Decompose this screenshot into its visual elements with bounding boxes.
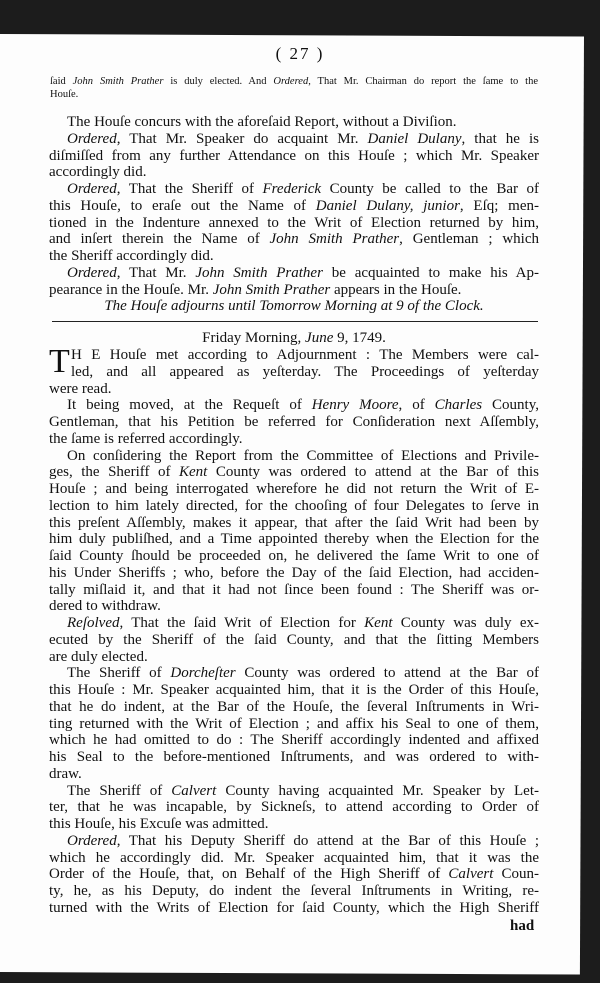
text-line [49,381,539,398]
paragraph [49,131,539,181]
text-line [49,632,539,649]
text-line [49,866,539,883]
text-line [49,347,539,364]
text-line [49,699,539,716]
text: County was ordered to attend at the Bar of [235,665,539,682]
text: , That the Sheriff of [116,181,263,197]
text-line [49,665,539,682]
text-line [49,265,539,282]
text-line [49,448,539,465]
text-line [49,231,539,248]
italic-text: June [305,330,334,346]
text-line [49,565,539,582]
text-line [49,716,539,733]
adjournment-line [49,298,539,315]
text: County was duly ex- [392,615,539,631]
text: The Sheriff of [67,665,171,682]
proceedings-section-2 [49,343,540,917]
italic-text: Calvert [448,866,494,883]
text: Order of the Houſe, that, on Behalf of the High Sheriff of [49,866,449,883]
text: him duly publiſhed, and a Time appointed thereby when the Election for the [49,531,539,548]
italic-text: John Smith Prather [72,76,164,87]
text: ſaid [50,76,73,87]
paragraph [49,783,539,833]
text-line [49,531,539,548]
text: ſaid County ſhould be proceeded on, he delivered the ſame Writ to one of [49,548,539,564]
text: Houſe ; and being interrogated wherefore he did not return the Writ of E- [49,481,539,497]
text: ting returned with the Writ of Election ; and affix his Seal to one of them, [49,715,539,732]
text: , Gentleman ; which [399,231,539,248]
text: On conſidering the Report from the Committee of Elections and Privile- [67,447,539,464]
text-line [49,615,539,632]
text-line [49,749,539,766]
text-line [49,481,539,498]
text: County was ordered to attend at the Bar of this [207,464,539,481]
italic-text: John Smith Prather [269,231,400,248]
text: appears in the Houſe. [330,281,462,298]
text-line [49,431,539,448]
text: The Houſe concurs with the aforeſaid Report, without a Diviſion. [67,114,457,130]
section-divider [52,321,538,322]
text: this Houſe : Mr. Speaker acquainted him, that it is the Order of this Houſe, [49,682,539,698]
text-line [49,799,539,816]
drop-cap: T [49,343,70,380]
text-line [49,598,539,615]
italic-text: Reſolved [67,615,120,631]
text-line [49,148,539,165]
text-line [49,766,539,783]
text: this preſent Aſſembly, makes it appear, that after the ſaid Writ had been by [49,514,539,531]
text-line [49,548,539,565]
text-line [49,732,539,749]
text-line [49,833,539,850]
text-line [49,114,539,131]
paragraph [49,343,539,397]
proceedings-section-1 [49,114,539,315]
italic-text: Frederick [262,181,322,197]
text: diſmiſſed from any further Attendance on this Houſe ; which Mr. Speaker [49,147,539,164]
text-line [49,198,539,215]
text-line [49,816,539,833]
text: tally miſlaid it, and that it had not ſince been found : The Sheriff was or- [49,581,539,598]
italic-text: Henry Moore [311,397,399,414]
italic-text: John Smith Prather [195,264,323,281]
text: , That the ſaid Writ of Election for [119,615,365,631]
text-line [49,883,539,900]
date-heading [49,330,539,347]
text: , That his Deputy Sheriff do attend at the Bar of this Houſe ; [116,832,539,849]
text: Houſe. [50,89,79,100]
text: accordingly did. [49,164,147,181]
text: pearance in the Houſe. Mr. [49,281,213,298]
italic-text: Charles [434,397,483,414]
text: this Houſe, his Excuſe was admitted. [49,816,269,832]
text: It being moved, at the Requeſt of [67,397,312,414]
text: this Houſe, to eraſe out the Name of [49,197,316,214]
text: the ſame is referred accordingly. [49,430,243,447]
text: Coun- [493,866,539,883]
text: were read. [49,380,112,397]
italic-text: Ordered [67,181,117,197]
italic-text: Ordered [273,76,309,87]
text-line [49,850,539,867]
text: ty, he, as his Deputy, do indent the ſeveral Inſtruments in Writing, re- [49,883,539,899]
paragraph [49,181,539,265]
text: , of [398,397,435,414]
text: lection to him lately directed, for the chooſing of four Delegates to ſerve in [49,497,539,514]
italic-text: Calvert [171,782,217,799]
text-line [49,682,539,699]
paragraph [49,615,539,665]
text: Gentleman, that his Petition be referred for Conſideration next Aſſembly, [49,414,539,430]
page-number: ( 27 ) [275,44,325,63]
italic-text: Ordered [67,832,117,849]
text: his Under Sheriffs ; who, before the Day of the ſaid Election, had acciden- [49,564,539,581]
italic-text: The Houſe adjourns until Tomorrow Morning at 9 of the Clock. [104,298,484,315]
text-line [49,248,539,265]
italic-text: Kent [178,464,208,481]
text: which he had omitted to do : The Sheriff accordingly indented and affixed [49,732,539,749]
italic-text: Ordered [67,264,117,281]
italic-text: Ordered [67,130,117,147]
text: County having acquainted Mr. Speaker by Let- [216,782,540,799]
text: dered to withdraw. [49,598,161,615]
italic-text: Kent [364,615,393,631]
text-line [49,464,539,481]
text-line [49,181,539,198]
text: led, and all appeared as yeſterday. The Proceedings of yeſterday [71,363,539,380]
paragraph [49,833,539,917]
text-line [49,498,539,515]
text: , Eſq; men- [459,197,540,214]
text: H E Houſe met according to Adjournment : The Members were cal- [71,347,539,363]
text: is duly elected. And [163,76,274,87]
paragraph [49,265,539,299]
text: , That Mr. Speaker do acquaint Mr. [116,130,368,147]
text-line [49,414,539,431]
text-line [49,649,539,666]
text-line [49,900,539,917]
carryover-text [50,75,538,101]
italic-text: Dorcheſter [170,665,236,682]
text: be acquainted to make his Ap- [322,264,539,281]
text-line [50,88,538,101]
paragraph [49,114,539,131]
text-line [49,364,539,381]
text-line [49,131,539,148]
date-line [49,330,539,347]
text: , That Mr. [116,264,196,281]
text: ges, the Sheriff of [49,464,179,481]
italic-text: Daniel Dulany [367,130,462,147]
catchword: had [510,918,535,934]
italic-text: Daniel Dulany, junior [315,197,460,214]
text: , that he is [461,130,539,147]
text: tioned in the Indenture annexed to the Writ of Election returned by him, [49,214,539,231]
text: his Seal to the before-mentioned Inſtruments, and was ordered to with- [49,749,539,765]
text: draw. [49,765,82,782]
text: the Sheriff accordingly did. [49,248,214,264]
text-line [49,282,539,299]
text-line [49,397,539,414]
text-line [49,582,539,599]
text-line [50,75,538,88]
text: that he do indent, at the Bar of the Houſe, the ſeveral Inſtruments in Wri- [49,698,539,715]
paragraph [49,448,539,616]
text: ter, that he was incapable, by Sickneſs, to attend according to Order of [49,799,539,816]
text-line [49,515,539,532]
italic-text: John Smith Prather [212,281,331,298]
text: turned with the Writs of Election for ſaid County, which the High Sheriff [49,899,539,916]
text: Friday Morning, [202,330,306,346]
text: 9, 1749. [333,330,386,346]
text: County, [482,397,539,414]
text: which he accordingly did. Mr. Speaker acquainted him, that it was the [49,849,539,866]
text-line [49,215,539,232]
text: ecuted by the Sheriff of the ſaid County, and that the ſitting Members [49,631,539,648]
text: County be called to the Bar of [321,181,539,197]
text-line [49,164,539,181]
text-line [49,783,539,800]
paragraph [49,665,539,782]
text: are duly elected. [49,648,148,665]
text: The Sheriff of [67,782,172,799]
text: , That Mr. Chairman do report the ſame to the [308,76,538,87]
text: and inſert therein the Name of [49,231,270,248]
paragraph [49,397,539,447]
